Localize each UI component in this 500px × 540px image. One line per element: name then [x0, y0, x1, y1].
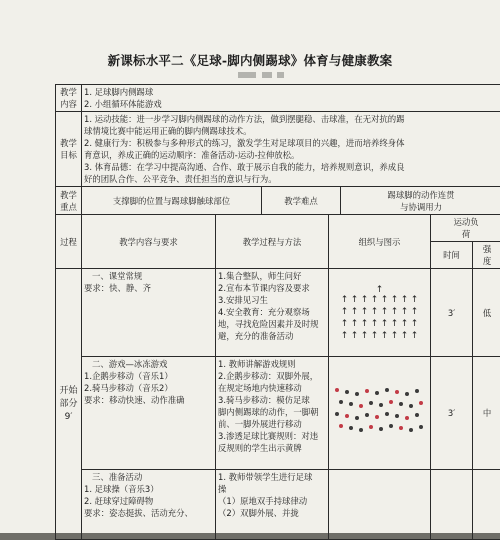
player-dot [365, 413, 369, 417]
scatter-formation [335, 388, 425, 438]
student-arrow-icon: ↑ [400, 319, 410, 329]
step-line: 2.企鹅步移动：双脚外展， [218, 370, 326, 382]
section2-item: 1.企鹅步移动（音乐1） [84, 370, 213, 382]
student-arrow-icon: ↑ [390, 295, 400, 305]
student-arrow-icon: ↑ [390, 307, 400, 317]
player-dot [345, 414, 349, 418]
student-arrow-icon: ↑ [410, 319, 420, 329]
goal-line: 2. 健康行为：积极参与多种形式的练习，激发学生对足球项目的兴趣，进而培养终身体 [84, 137, 499, 149]
student-arrow-icon: ↑ [400, 331, 410, 341]
player-dot [335, 388, 339, 392]
student-arrow-icon: ↑ [340, 307, 350, 317]
step-line: 反规则的学生出示黄牌 [218, 442, 326, 454]
goal-line: 球情境比赛中能运用正确的脚内侧踢球技术。 [84, 125, 499, 137]
section1-title: 一、课堂常规 [84, 270, 213, 282]
step-line: （1）原地双手持球律动 [218, 495, 326, 507]
player-dot [389, 400, 393, 404]
content-line: 2. 小组循环体能游戏 [84, 98, 499, 110]
section2-item: 2.骑马步移动（音乐2） [84, 382, 213, 394]
step-line: 3.骑马步移动：模仿足球 [218, 394, 326, 406]
difficulty-text: 踢球脚的动作连贯 与协调用力 [341, 187, 500, 215]
header-method: 教学过程与方法 [216, 215, 329, 269]
player-dot [355, 416, 359, 420]
section3-method [216, 470, 329, 540]
student-arrow-icon: ↑ [340, 295, 350, 305]
student-arrow-icon: ↑ [380, 331, 390, 341]
goal-line: 好的团队合作、公平竞争、责任担当的意识与行为。 [84, 173, 499, 185]
key-point: 支撑脚的位置与踢球脚触球部位 [82, 187, 262, 215]
section1-row [56, 269, 500, 357]
header-time: 时间 [431, 242, 473, 269]
content-label: 教学 内容 [56, 85, 82, 112]
student-arrow-icon: ↑ [400, 307, 410, 317]
player-dot [359, 428, 363, 432]
section2-req: 要求：移动快速、动作准确 [84, 394, 213, 406]
student-arrow-icon: ↑ [410, 331, 420, 341]
student-arrow-icon: ↑ [380, 307, 390, 317]
student-arrow-icon: ↑ [350, 319, 360, 329]
difficulty-label: 教学难点 [262, 187, 341, 215]
student-arrow-icon: ↑ [350, 295, 360, 305]
section2-title: 二、游戏—冰冻游戏 [84, 358, 213, 370]
player-dot [339, 424, 343, 428]
player-dot [385, 388, 389, 392]
player-dot [349, 402, 353, 406]
goals-cell [82, 112, 500, 187]
step-line: 3.安排见习生 [218, 294, 326, 306]
section2-row [56, 357, 500, 470]
goals-label: 教学 目标 [56, 112, 82, 187]
player-dot [409, 404, 413, 408]
player-dot [379, 403, 383, 407]
blurred-text [262, 72, 272, 78]
header-row-1 [56, 215, 500, 242]
step-line: 避，充分的准备活动 [218, 330, 326, 342]
header-content: 教学内容与要求 [82, 215, 216, 269]
header-figure: 组织与图示 [329, 215, 431, 269]
student-arrow-icon: ↑ [400, 295, 410, 305]
content-line: 1. 足球脚内侧踢球 [84, 86, 499, 98]
section3-time [431, 470, 473, 540]
student-arrow-icon: ↑ [380, 295, 390, 305]
student-arrow-icon: ↑ [360, 331, 370, 341]
goals-row [56, 112, 500, 187]
step-line: 1. 教师讲解游戏规则 [218, 358, 326, 370]
goal-line: 1. 运动技能：进一步学习脚内侧踢球的动作方法，做到摆腿稳、击球准，在无对抗的踢 [84, 113, 499, 125]
player-dot [349, 426, 353, 430]
player-dot [415, 413, 419, 417]
section1-figure [329, 269, 431, 357]
section3-row [56, 470, 500, 540]
player-dot [339, 400, 343, 404]
section1-content [82, 269, 216, 357]
step-line: 前、一脚外展进行移动 [218, 418, 326, 430]
player-dot [355, 392, 359, 396]
player-dot [399, 426, 403, 430]
student-formation [331, 295, 428, 341]
player-dot [405, 392, 409, 396]
goal-line: 育意识，养成正确的运动顺序：准备活动-运动-拉伸放松。 [84, 149, 499, 161]
player-dot [385, 412, 389, 416]
key-row [56, 187, 500, 215]
step-line: 脚内侧踢球的动作，一脚朝 [218, 406, 326, 418]
player-dot [419, 425, 423, 429]
section3-item: 2. 赶球穿过障碍物 [84, 495, 213, 507]
student-arrow-icon: ↑ [360, 319, 370, 329]
student-arrow-icon: ↑ [360, 307, 370, 317]
student-arrow-icon: ↑ [380, 319, 390, 329]
key-label: 教学 重点 [56, 187, 82, 215]
blurred-text [277, 72, 284, 78]
section2-figure [329, 357, 431, 470]
player-dot [359, 404, 363, 408]
student-arrow-icon: ↑ [370, 319, 380, 329]
section2-intensity: 中 [473, 357, 500, 470]
content-row [56, 85, 500, 112]
student-arrow-icon: ↑ [390, 319, 400, 329]
student-arrow-icon: ↑ [370, 307, 380, 317]
student-arrow-icon: ↑ [350, 307, 360, 317]
step-line: 1.集合整队，师生问好 [218, 270, 326, 282]
section2-content [82, 357, 216, 470]
player-dot [369, 425, 373, 429]
content-cell [82, 85, 500, 112]
page-title: 新课标水平二《足球-脚内侧踢球》体育与健康教案 [0, 51, 500, 69]
step-line: 1. 教师带领学生进行足球 [218, 471, 326, 483]
section2-time: 3′ [431, 357, 473, 470]
player-dot [365, 389, 369, 393]
step-line: 2.宣布本节课内容及要求 [218, 282, 326, 294]
section1-time: 3′ [431, 269, 473, 357]
step-line: （2）双脚外展、并拢 [218, 507, 326, 519]
section1-req: 要求：快、静、齐 [84, 282, 213, 294]
student-arrow-icon: ↑ [410, 307, 420, 317]
player-dot [395, 390, 399, 394]
student-arrow-icon: ↑ [370, 331, 380, 341]
player-dot [419, 401, 423, 405]
student-arrow-icon: ↑ [340, 319, 350, 329]
player-dot [375, 391, 379, 395]
player-dot [379, 427, 383, 431]
lesson-plan-table [55, 84, 500, 540]
step-line: 4.安全教育：充分观察场 [218, 306, 326, 318]
student-arrow-icon: ↑ [340, 331, 350, 341]
header-intensity: 强 度 [473, 242, 500, 269]
step-line: 在规定场地内快速移动 [218, 382, 326, 394]
section2-method [216, 357, 329, 470]
player-dot [399, 402, 403, 406]
section3-figure [329, 470, 431, 540]
header-load: 运动负 荷 [431, 215, 500, 242]
blurred-text [238, 72, 256, 78]
student-arrow-icon: ↑ [410, 295, 420, 305]
student-arrow-icon: ↑ [390, 331, 400, 341]
student-arrow-icon: ↑ [350, 331, 360, 341]
player-dot [405, 416, 409, 420]
section3-intensity [473, 470, 500, 540]
student-arrow-icon: ↑ [370, 295, 380, 305]
section3-item: 1. 足球操（音乐3） [84, 483, 213, 495]
step-line: 地，寻找危险因素并及时规 [218, 318, 326, 330]
step-line: 操 [218, 483, 326, 495]
phase-label: 开始 部分 9′ [56, 269, 82, 540]
player-dot [345, 390, 349, 394]
player-dot [335, 412, 339, 416]
section3-content [82, 470, 216, 540]
section1-method [216, 269, 329, 357]
player-dot [389, 424, 393, 428]
section3-req: 要求：姿态挺拔、活动充分、 [84, 507, 213, 519]
player-dot [415, 389, 419, 393]
step-line: 3.渗透足球比赛规则：对违 [218, 430, 326, 442]
section3-title: 三、准备活动 [84, 471, 213, 483]
player-dot [375, 415, 379, 419]
player-dot [369, 401, 373, 405]
section1-intensity: 低 [473, 269, 500, 357]
player-dot [395, 414, 399, 418]
student-arrow-icon: ↑ [360, 295, 370, 305]
player-dot [409, 428, 413, 432]
goal-line: 3. 体育品德：在学习中提高沟通、合作、敢于展示自我的能力，培养规则意识，养成良 [84, 161, 499, 173]
header-process: 过程 [56, 215, 82, 269]
teacher-arrow-icon: ↑ [331, 285, 428, 295]
